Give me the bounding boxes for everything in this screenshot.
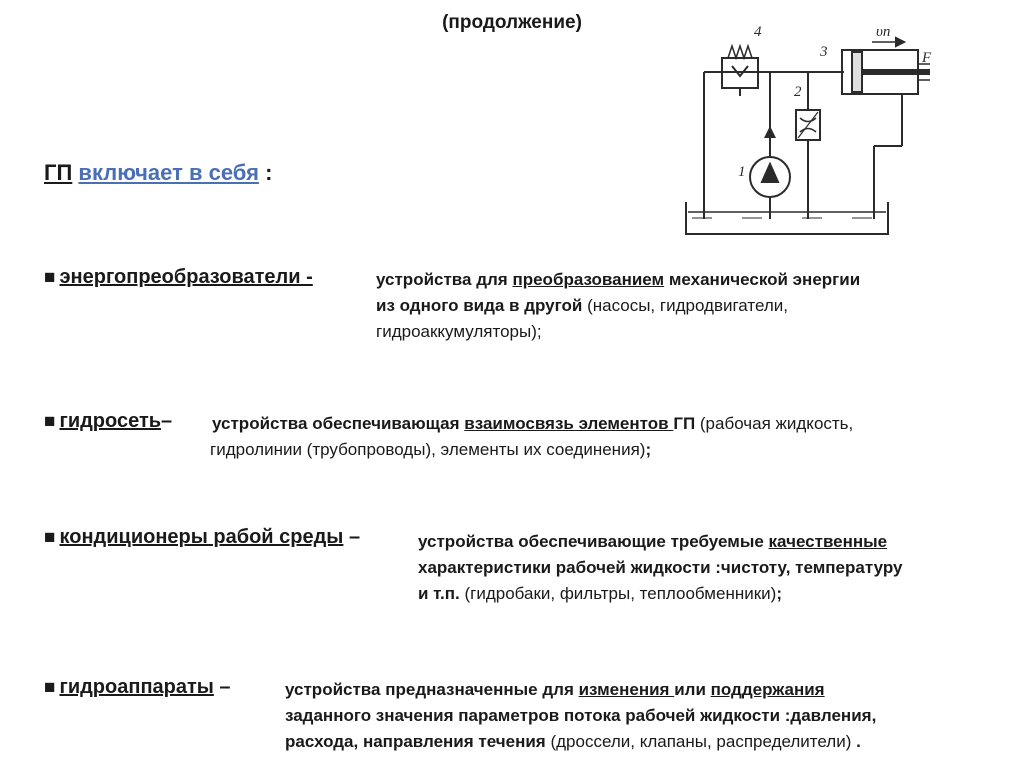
header-colon: :	[265, 160, 273, 185]
label-force: F	[922, 50, 932, 66]
item-4-line-1: устройства предназначенные для изменения или поддержания	[285, 680, 825, 699]
label-1: 1	[738, 164, 746, 180]
item-3-line-3: и т.п. (гидробаки, фильтры, теплообменники);	[418, 584, 782, 603]
item-2-term-line: ■ гидросеть–	[44, 410, 173, 432]
label-4: 4	[754, 24, 762, 40]
item-2-term: гидросеть	[59, 410, 162, 432]
bullet-icon: ■	[44, 411, 56, 432]
label-velocity: υп	[876, 24, 891, 40]
label-3: 3	[820, 44, 828, 60]
item-2-line-1: устройства обеспечивающая взаимосвязь элементов ГП (рабочая жидкость,	[212, 414, 854, 433]
label-2: 2	[794, 84, 802, 100]
tank	[686, 202, 888, 234]
item-2-line-2: гидролинии (трубопроводы), элементы их соединения);	[210, 440, 652, 459]
slide-title: (продолжение)	[442, 12, 582, 33]
item-1-term-line	[44, 266, 313, 289]
section-header	[44, 160, 272, 186]
item-4-line-3: расхода, направления течения (дроссели, клапаны, распределители) .	[285, 732, 861, 751]
item-4-term-line: ■ гидроаппараты –	[44, 676, 231, 698]
pump	[750, 126, 790, 197]
cylinder	[842, 50, 930, 94]
item-3-term-line: ■ кондиционеры рабой среды –	[44, 526, 361, 548]
item-1-line-3: гидроаккумуляторы);	[376, 322, 542, 341]
item-4-line-2: заданного значения параметров потока рабочей жидкости :давления,	[285, 706, 877, 725]
bullet-icon: ■	[44, 267, 56, 288]
item-3-line-1: устройства обеспечивающие требуемые качественные	[418, 532, 888, 551]
item-3-term: кондиционеры рабой среды	[59, 526, 344, 548]
throttle	[796, 110, 820, 140]
item-1-line-1: устройства для преобразованием механической энергии	[376, 270, 861, 289]
hydraulic-diagram	[682, 14, 932, 236]
bullet-icon: ■	[44, 677, 56, 698]
bullet-icon: ■	[44, 527, 56, 548]
header-link[interactable]: включает в себя	[78, 160, 259, 185]
item-3-line-2: характеристики рабочей жидкости :чистоту, температуру	[418, 558, 903, 577]
header-gp: ГП	[44, 160, 73, 185]
item-1-line-2: из одного вида в другой (насосы, гидродвигатели,	[376, 296, 789, 315]
item-1-term: энергопреобразователи -	[59, 266, 313, 288]
item-4-term: гидроаппараты	[59, 676, 214, 698]
